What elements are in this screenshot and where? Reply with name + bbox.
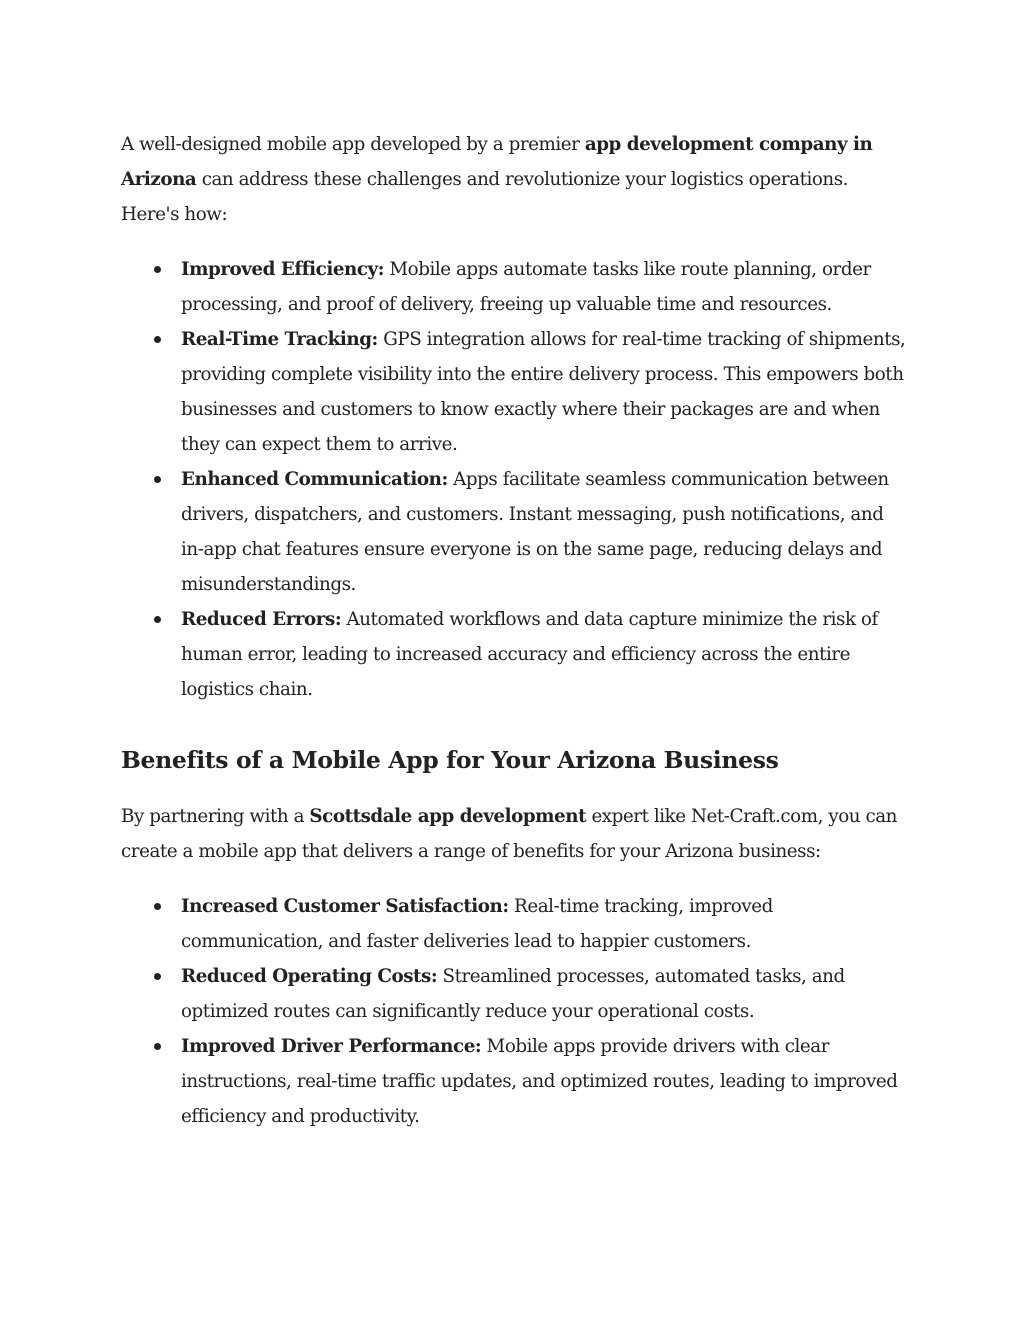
intro-text-after: can address these challenges and revolutionize your logistics operations. Here's how: (121, 169, 849, 225)
intro-paragraph (121, 127, 911, 232)
benefits-list (121, 889, 911, 1134)
bullet-icon (154, 1043, 161, 1050)
list-item-text: Mobile apps provide drivers with clear instructions, real-time traffic updates, and optimized routes, leading to improved efficiency and productivity. (181, 1036, 898, 1127)
list-item-text: Apps facilitate seamless communication between drivers, dispatchers, and customers. Instant messaging, push notifications, and in-app chat features ensure everyone is on the same page, reducing delays and misunderstandings. (181, 469, 889, 595)
list-item (121, 959, 911, 1029)
list-item-title: Reduced Errors: (181, 609, 342, 630)
bullet-icon (154, 266, 161, 273)
document-page (121, 127, 911, 1134)
bullet-icon (154, 336, 161, 343)
bullet-icon (154, 903, 161, 910)
list-item-text: GPS integration allows for real-time tracking of shipments, providing complete visibility into the entire delivery process. This empowers both businesses and customers to know exactly where their packages are and when they can expect them to arrive. (181, 329, 906, 455)
bullet-icon (154, 973, 161, 980)
benefits-paragraph (121, 799, 911, 869)
section-heading: Benefits of a Mobile App for Your Arizona Business (121, 746, 779, 774)
list-item-title: Improved Efficiency: (181, 259, 385, 280)
list-item (121, 602, 911, 707)
list-item-text: Real-time tracking, improved communication, and faster deliveries lead to happier customers. (181, 896, 773, 952)
list-item-text: Streamlined processes, automated tasks, and optimized routes can significantly reduce your operational costs. (181, 966, 845, 1022)
benefits-bold-keyword: Scottsdale app development (309, 806, 587, 827)
benefits-text-before: By partnering with a (121, 806, 310, 827)
challenges-list (121, 252, 911, 707)
intro-bold-keyword: app development company in Arizona (121, 134, 873, 190)
list-item (121, 462, 911, 602)
list-item-title: Increased Customer Satisfaction: (181, 896, 509, 917)
list-item-title: Real-Time Tracking: (181, 329, 378, 350)
list-item-title: Enhanced Communication: (181, 469, 448, 490)
benefits-text-after: expert like Net-Craft.com, you can create a mobile app that delivers a range of benefits for your Arizona business: (121, 806, 898, 862)
list-item (121, 1029, 911, 1134)
list-item (121, 252, 911, 322)
bullet-icon (154, 476, 161, 483)
intro-text-before: A well-designed mobile app developed by a premier (121, 134, 585, 155)
list-item-title: Improved Driver Performance: (181, 1036, 482, 1057)
list-item (121, 889, 911, 959)
bullet-icon (154, 616, 161, 623)
list-item (121, 322, 911, 462)
list-item-text: Automated workflows and data capture minimize the risk of human error, leading to increased accuracy and efficiency across the entire logistics chain. (181, 609, 878, 700)
list-item-title: Reduced Operating Costs: (181, 966, 438, 987)
list-item-text: Mobile apps automate tasks like route planning, order processing, and proof of delivery, freeing up valuable time and resources. (181, 259, 871, 315)
